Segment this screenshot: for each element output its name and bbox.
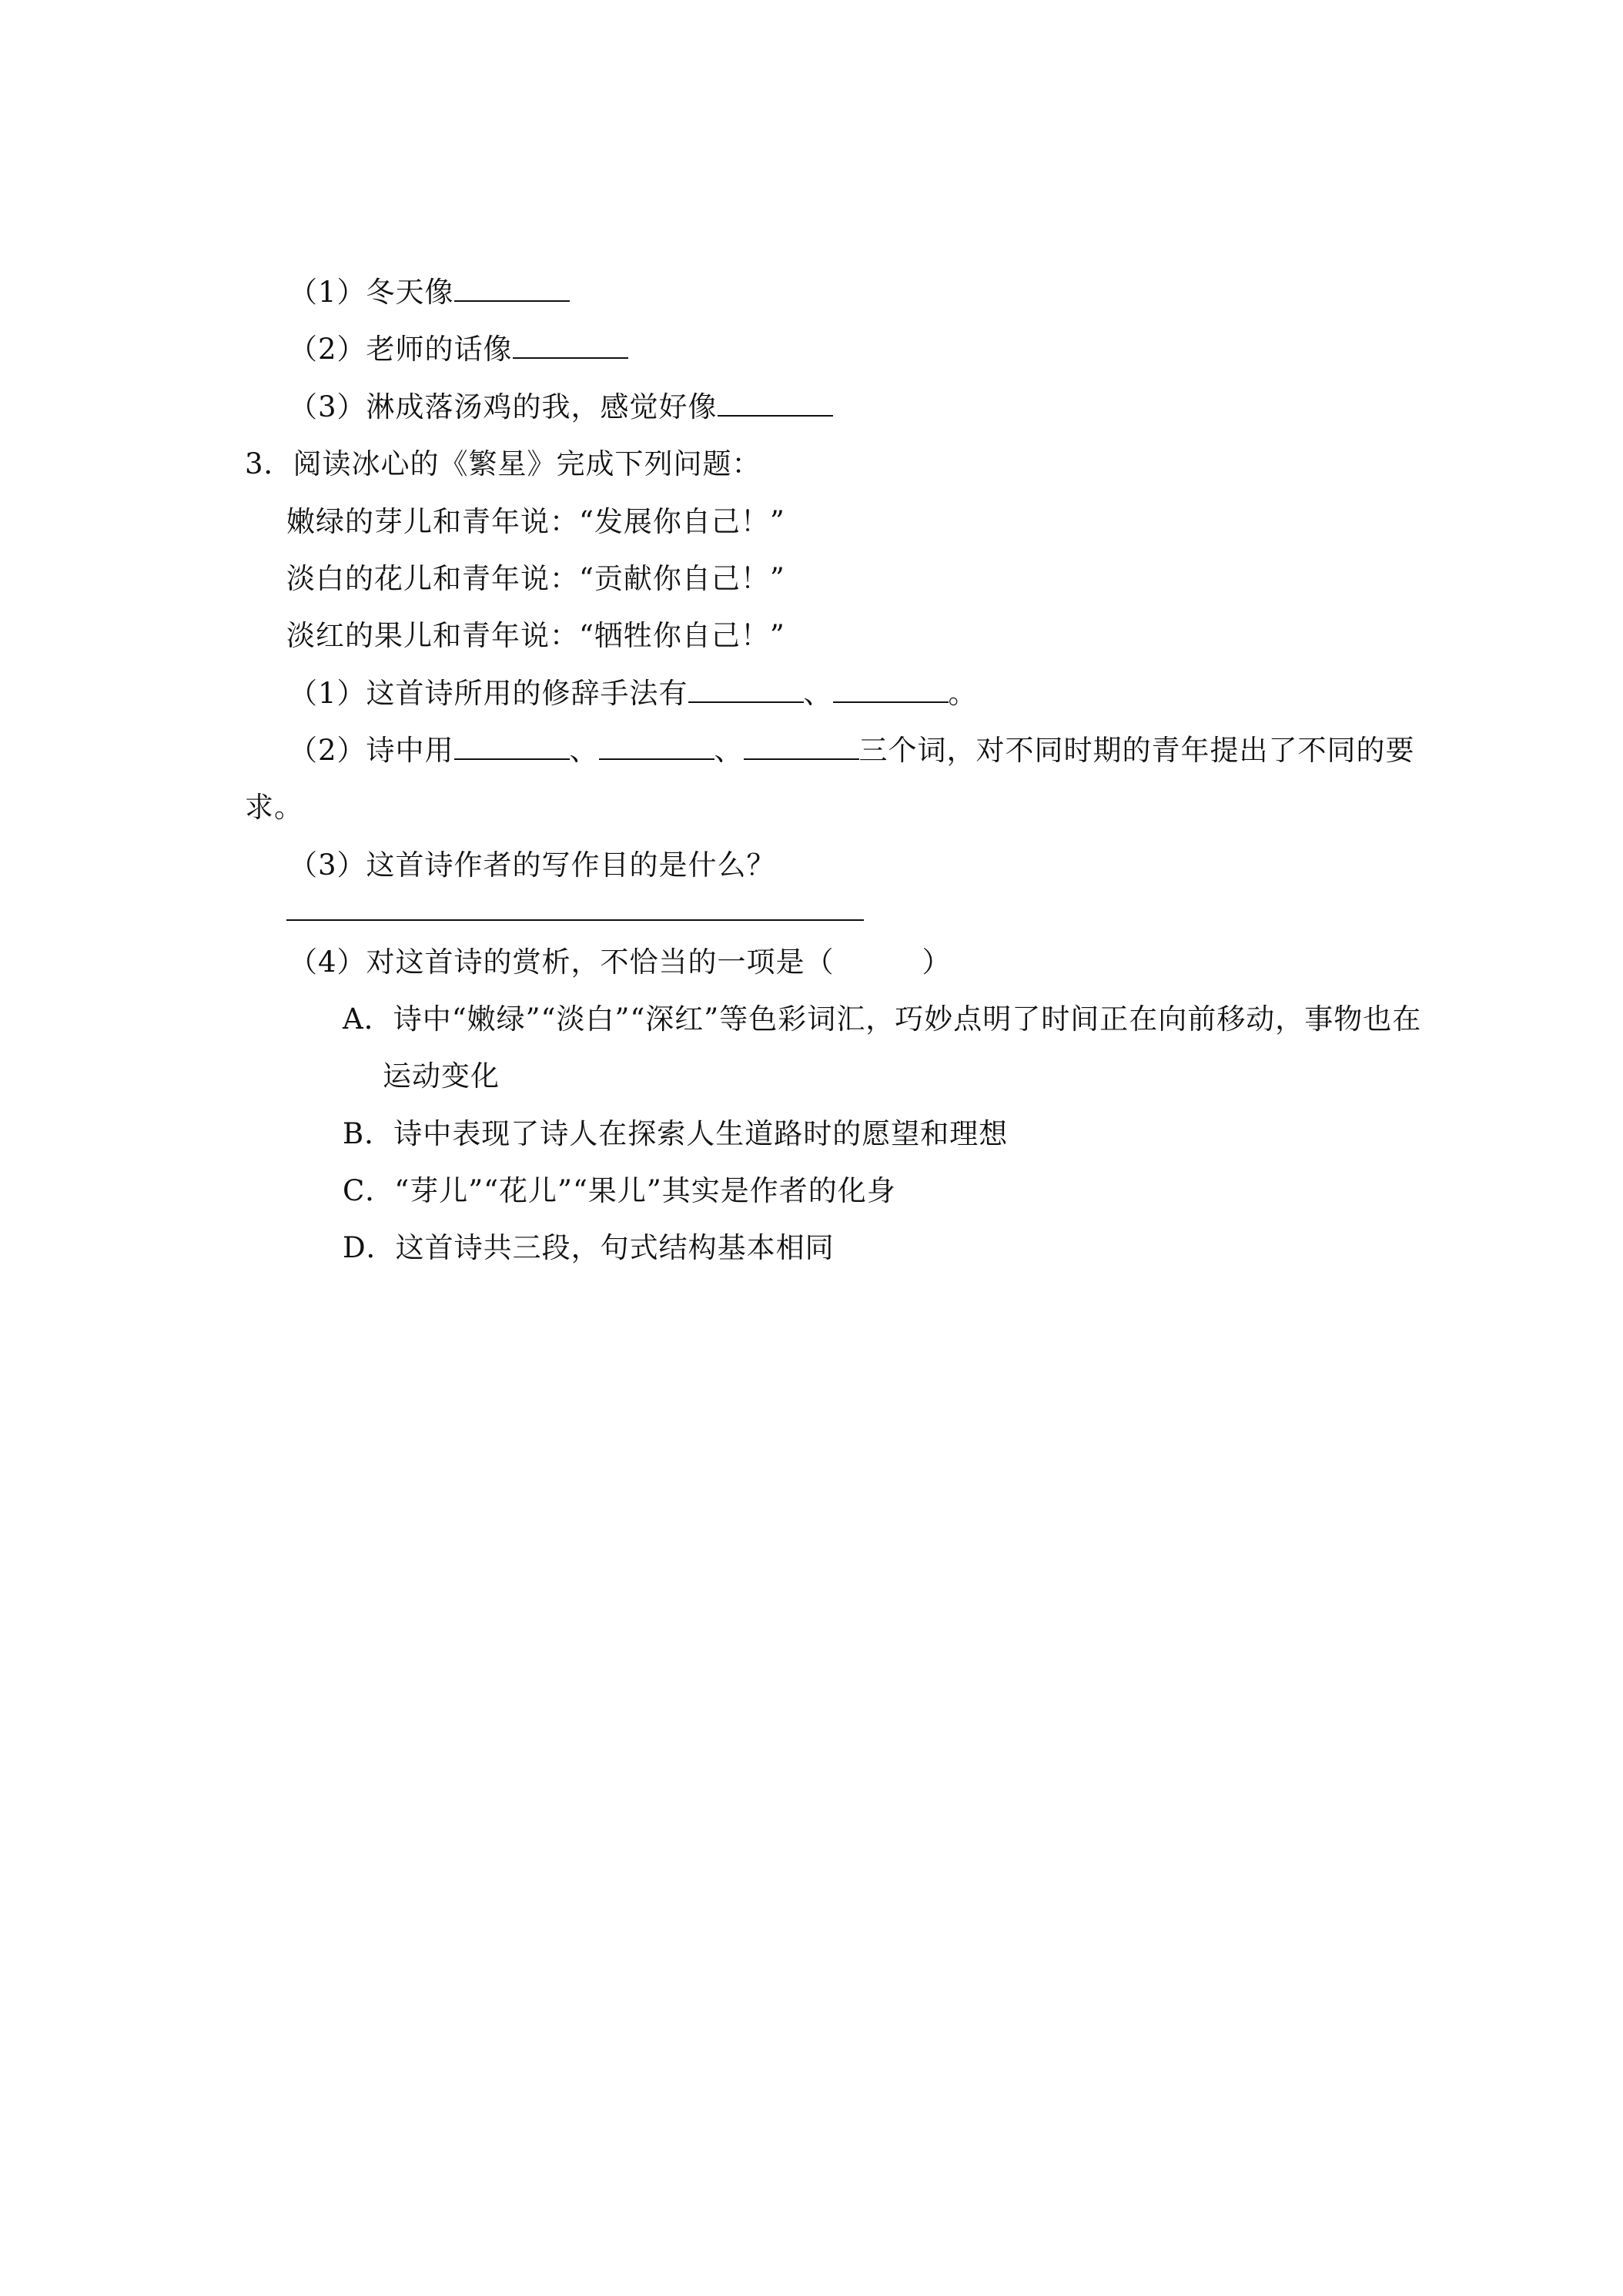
period: 。 bbox=[948, 677, 978, 710]
poem-line-3: 淡红的果儿和青年说：“牺牲你自己！” bbox=[286, 619, 785, 652]
answer-blank[interactable] bbox=[454, 274, 570, 302]
answer-blank[interactable] bbox=[833, 675, 949, 703]
answer-blank[interactable] bbox=[688, 675, 804, 703]
q2-sub2-text: （2）老师的话像 bbox=[289, 333, 513, 366]
poem-line-1: 嫩绿的芽儿和青年说：“发展你自己！” bbox=[286, 505, 785, 538]
q2-sub3 bbox=[289, 389, 833, 426]
option-d[interactable]: D．这首诗共三段，句式结构基本相同 bbox=[343, 1231, 835, 1264]
answer-blank[interactable] bbox=[454, 732, 570, 760]
poem-line-2: 淡白的花儿和青年说：“贡献你自己！” bbox=[286, 562, 785, 595]
q2-sub2 bbox=[289, 331, 628, 368]
q2-sub1 bbox=[289, 274, 570, 311]
q2-sub1-text: （1）冬天像 bbox=[289, 276, 454, 309]
answer-blank[interactable] bbox=[599, 732, 714, 760]
q3-sub3-answer bbox=[286, 893, 864, 930]
separator: 、 bbox=[714, 734, 744, 767]
q3-sub2-continuation: 求。 bbox=[245, 791, 303, 824]
q3-sub1-text: （1）这首诗所用的修辞手法有 bbox=[289, 677, 688, 710]
q2-sub3-text: （3）淋成落汤鸡的我，感觉好像 bbox=[289, 390, 718, 423]
answer-blank[interactable] bbox=[513, 331, 628, 359]
answer-blank[interactable] bbox=[718, 389, 833, 417]
q3-sub4: （4）对这首诗的赏析，不恰当的一项是（ ） bbox=[289, 946, 952, 979]
q3-sub2 bbox=[289, 732, 1415, 769]
separator: 、 bbox=[803, 677, 833, 710]
q3-sub1 bbox=[289, 675, 978, 712]
q3-sub2-suffix: 三个词，对不同时期的青年提出了不同的要 bbox=[858, 734, 1415, 767]
option-c[interactable]: C．“芽儿”“花儿”“果儿”其实是作者的化身 bbox=[343, 1174, 896, 1207]
option-b[interactable]: B．诗中表现了诗人在探索人生道路时的愿望和理想 bbox=[343, 1117, 1009, 1150]
q3-sub2-text: （2）诗中用 bbox=[289, 734, 454, 767]
q3-title: 3．阅读冰心的《繁星》完成下列问题： bbox=[245, 447, 761, 480]
separator: 、 bbox=[569, 734, 599, 767]
answer-line[interactable] bbox=[286, 893, 864, 921]
answer-blank[interactable] bbox=[744, 732, 859, 760]
q3-sub3: （3）这首诗作者的写作目的是什么？ bbox=[289, 848, 776, 882]
option-a[interactable]: A．诗中“嫩绿”“淡白”“深红”等色彩词汇，巧妙点明了时间正在向前移动，事物也在 bbox=[343, 1002, 1422, 1036]
option-a-continuation: 运动变化 bbox=[383, 1059, 500, 1093]
